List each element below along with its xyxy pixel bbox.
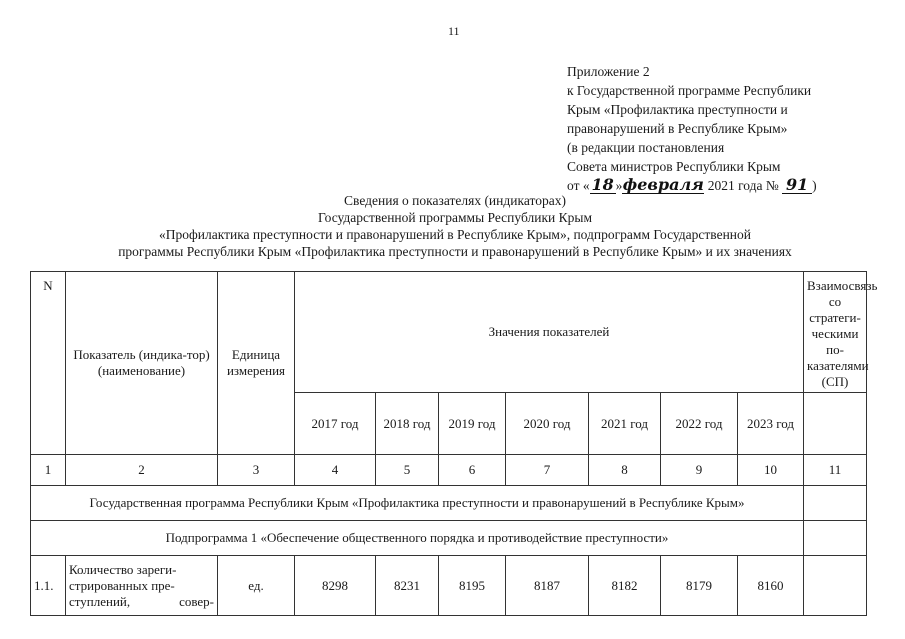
column-number: 6	[439, 455, 506, 486]
row-value: 8195	[439, 556, 506, 616]
appendix-line: Совета министров Республики Крым	[567, 159, 781, 174]
header-row	[31, 272, 867, 393]
header-indicator: Показатель (индика-тор) (наименование)	[66, 272, 218, 455]
header-year: 2017 год	[295, 393, 376, 455]
column-number: 10	[738, 455, 804, 486]
header-year: 2021 год	[589, 393, 661, 455]
appendix-line: (в редакции постановления	[567, 140, 725, 155]
paren-close: )	[812, 178, 817, 193]
subprogram-sp-empty	[804, 521, 867, 556]
row-value: 8231	[376, 556, 439, 616]
handwritten-month: февраля	[622, 175, 704, 194]
column-numbers-row	[31, 455, 867, 486]
column-number: 7	[506, 455, 589, 486]
column-number: 8	[589, 455, 661, 486]
row-unit: ед.	[218, 556, 295, 616]
year-text: 2021 года №	[704, 178, 783, 193]
header-year: 2022 год	[661, 393, 738, 455]
header-n: N	[31, 272, 66, 455]
column-number: 5	[376, 455, 439, 486]
column-number: 9	[661, 455, 738, 486]
header-year: 2023 год	[738, 393, 804, 455]
row-sp	[804, 556, 867, 616]
title-line: программы Республики Крым «Профилактика преступности и правонарушений в Республике Крым» и их значениях	[118, 244, 792, 259]
row-indicator: Количество зареги-стрированных пре-ступлений, совер-	[66, 556, 218, 616]
row-value: 8187	[506, 556, 589, 616]
quote-close: »	[615, 178, 623, 193]
header-sp-empty	[804, 393, 867, 455]
title-line: Сведения о показателях (индикаторах)	[344, 193, 566, 208]
document-title	[30, 192, 880, 260]
column-number: 11	[804, 455, 867, 486]
row-value: 8298	[295, 556, 376, 616]
row-value: 8182	[589, 556, 661, 616]
handwritten-day: 18	[591, 175, 614, 194]
header-year: 2020 год	[506, 393, 589, 455]
appendix-block	[567, 62, 817, 195]
program-title: Государственная программа Республики Крым «Профилактика преступности и правонарушений в Республике Крым»	[31, 486, 804, 521]
subprogram-row	[31, 521, 867, 556]
row-number: 1.1.	[31, 556, 66, 616]
header-year: 2018 год	[376, 393, 439, 455]
column-number: 2	[66, 455, 218, 486]
row-value: 8160	[738, 556, 804, 616]
title-line: Государственной программы Республики Крым	[317, 210, 592, 225]
appendix-line: к Государственной программе Республики	[567, 83, 812, 98]
handwritten-number: 91	[782, 177, 812, 194]
row-value: 8179	[661, 556, 738, 616]
column-number: 4	[295, 455, 376, 486]
title-line: «Профилактика преступности и правонарушений в Республике Крым», подпрограмм Государственной	[159, 227, 751, 242]
header-unit: Единица измерения	[218, 272, 295, 455]
appendix-line: правонарушений в Республике Крым»	[567, 121, 788, 136]
date-prefix: от «	[567, 178, 590, 193]
header-values: Значения показателей	[295, 272, 804, 393]
subprogram-title: Подпрограмма 1 «Обеспечение общественного порядка и противодействие преступности»	[31, 521, 804, 556]
column-number: 1	[31, 455, 66, 486]
header-year: 2019 год	[439, 393, 506, 455]
page-number: 11	[448, 24, 460, 38]
program-sp-empty	[804, 486, 867, 521]
column-number: 3	[218, 455, 295, 486]
table-row	[31, 556, 867, 616]
header-sp: Взаимосвязь со стратеги-ческими по-казателями (СП)	[804, 272, 867, 393]
appendix-line: Приложение 2	[567, 64, 650, 79]
program-row	[31, 486, 867, 521]
indicators-table	[30, 271, 878, 616]
appendix-line: Крым «Профилактика преступности и	[567, 102, 788, 117]
